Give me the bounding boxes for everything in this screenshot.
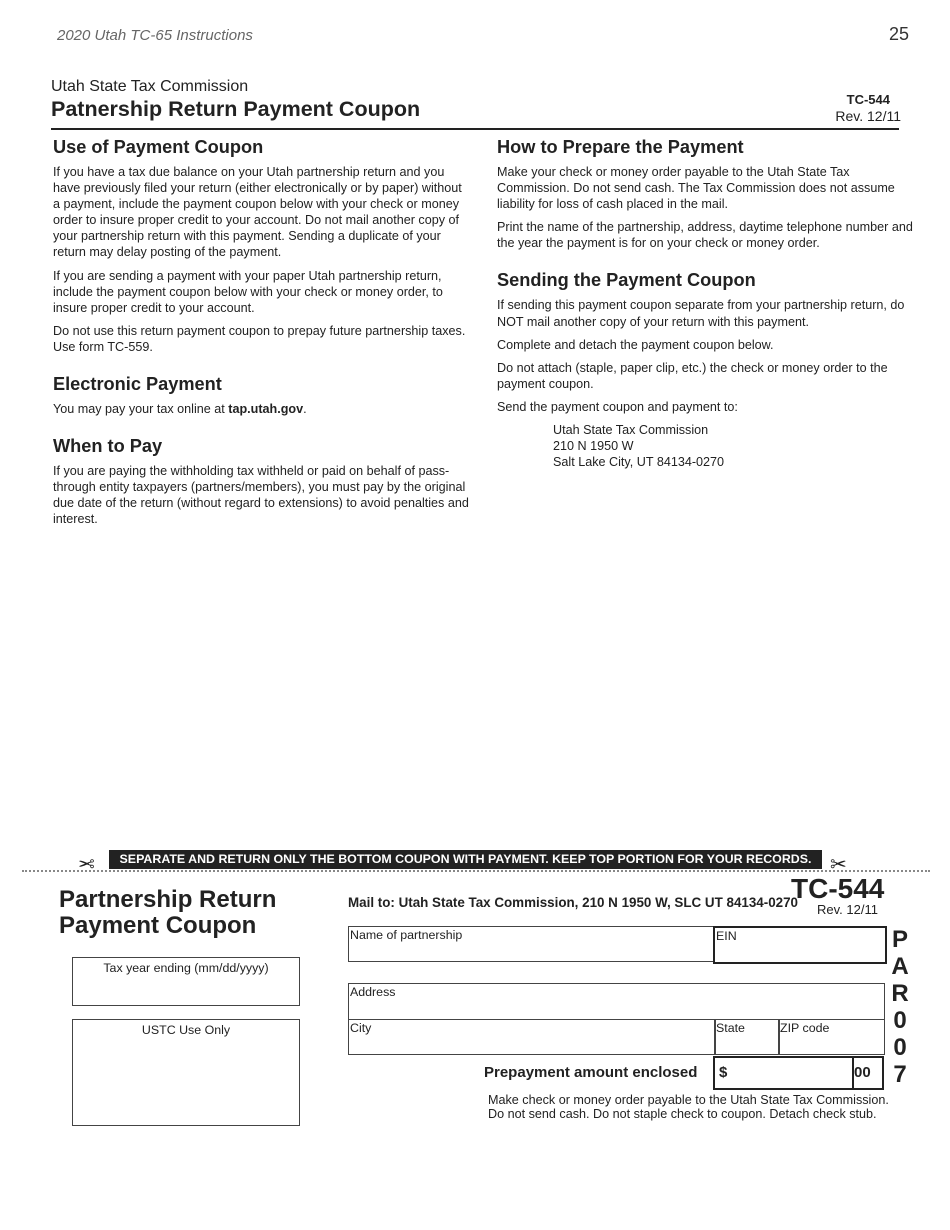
- header-rule: [51, 128, 899, 130]
- coupon-title-line: Partnership Return: [59, 886, 277, 913]
- state-label: State: [716, 1021, 745, 1035]
- page-title: Patnership Return Payment Coupon: [51, 97, 421, 121]
- zip-field[interactable]: [778, 1019, 885, 1055]
- prepare-paragraph-2: Print the name of the partnership, address, daytime telephone number and the year the payment is for on your check or money order.: [497, 220, 913, 251]
- zip-label: ZIP code: [780, 1021, 830, 1035]
- code-char: 0: [893, 1007, 907, 1034]
- electronic-heading: Electronic Payment: [53, 374, 222, 395]
- payment-instructions: [488, 1093, 889, 1121]
- code-char: 7: [893, 1061, 907, 1088]
- prepayment-label: Prepayment amount enclosed: [484, 1064, 698, 1081]
- right-column: [497, 136, 915, 471]
- electronic-text-end: .: [303, 402, 307, 417]
- scissors-icon: ✂: [78, 854, 95, 876]
- instruction-line: Do not send cash. Do not staple check to coupon. Detach check stub.: [488, 1107, 877, 1121]
- coupon-title-line: Payment Coupon: [59, 912, 257, 939]
- address-label: Address: [350, 985, 396, 999]
- code-char: A: [891, 953, 909, 980]
- prepare-heading: How to Prepare the Payment: [497, 137, 744, 157]
- use-heading: Use of Payment Coupon: [53, 137, 264, 157]
- prepare-paragraph-1: Make your check or money order payable to the Utah State Tax Commission. Do not send cash. The Tax Commission does not assume liability for loss of cash placed in the mail.: [497, 165, 895, 212]
- coupon-form-revision: Rev. 12/11: [817, 902, 878, 917]
- ein-label: EIN: [716, 929, 737, 943]
- coupon-mail-to: Mail to: Utah State Tax Commission, 210 N 1950 W, SLC UT 84134-0270: [348, 895, 798, 910]
- address-line: 210 N 1950 W: [553, 439, 634, 454]
- city-label: City: [350, 1021, 372, 1035]
- agency-name: Utah State Tax Commission: [51, 78, 249, 95]
- code-char: 0: [893, 1034, 907, 1061]
- state-field[interactable]: [714, 1019, 780, 1055]
- electronic-text: You may pay your tax online at: [53, 402, 229, 417]
- sending-paragraph-3: Do not attach (staple, paper clip, etc.) the check or money order to the payment coupon.: [497, 360, 888, 391]
- ustc-use-only-box: [72, 1019, 300, 1126]
- use-paragraph-1: If you have a tax due balance on your Utah partnership return and you have previously filed your return (either electronically or by paper) without a payment, include the payment coupon below with your check or money order to insure proper credit to your account. Do not mail another copy of your partnership return with this payment. Sending a duplicate of your return may delay posting of the payment.: [53, 165, 462, 260]
- address-line: Utah State Tax Commission: [553, 423, 709, 438]
- mailing-address: [553, 422, 915, 471]
- form-revision: Rev. 12/11: [835, 108, 901, 124]
- sending-heading: Sending the Payment Coupon: [497, 270, 756, 291]
- cut-line: [22, 870, 930, 872]
- coupon-title: [59, 887, 276, 939]
- tax-year-field[interactable]: [72, 957, 300, 1006]
- use-paragraph-2: If you are sending a payment with your paper Utah partnership return, include the payment coupon below with your check or money order, to insure proper credit to your account.: [53, 268, 443, 315]
- scissors-icon: ✂: [830, 854, 847, 876]
- cents-value: 00: [854, 1064, 871, 1081]
- tax-year-label: Tax year ending (mm/dd/yyyy): [103, 961, 269, 975]
- instruction-line: Make check or money order payable to the Utah State Tax Commission.: [488, 1093, 889, 1107]
- partnership-name-label: Name of partnership: [350, 928, 463, 942]
- partnership-name-field[interactable]: [348, 926, 715, 962]
- address-line: Salt Lake City, UT 84134-0270: [553, 455, 725, 470]
- tap-url-link[interactable]: tap.utah.gov: [228, 402, 304, 417]
- code-char: P: [891, 926, 908, 953]
- form-id: TC-544: [846, 92, 890, 107]
- cents-field: [850, 1056, 884, 1090]
- dollar-sign: $: [719, 1064, 728, 1081]
- amount-field[interactable]: [713, 1056, 854, 1090]
- sending-paragraph-4: Send the payment coupon and payment to:: [497, 399, 738, 414]
- sending-paragraph-1: If sending this payment coupon separate from your partnership return, do NOT mail another copy of your return with this payment.: [497, 298, 905, 329]
- city-field[interactable]: [348, 1019, 716, 1055]
- ein-field[interactable]: [713, 926, 887, 964]
- page-number: 25: [889, 24, 910, 44]
- ustc-label: USTC Use Only: [141, 1023, 231, 1037]
- code-char: R: [891, 980, 909, 1007]
- electronic-paragraph: [53, 401, 471, 417]
- coupon-form-id: TC-544: [791, 873, 885, 904]
- use-paragraph-3: Do not use this return payment coupon to prepay future partnership taxes. Use form TC-559.: [53, 323, 466, 354]
- vertical-form-code: [888, 926, 912, 1088]
- separate-banner: SEPARATE AND RETURN ONLY THE BOTTOM COUPON WITH PAYMENT. KEEP TOP PORTION FOR YOUR RECORDS.: [109, 850, 822, 869]
- when-paragraph: If you are paying the withholding tax withheld or paid on behalf of pass-through entity taxpayers (partners/members), you must pay by the original due date of the return (without regard to extensions) to avoid penalties and interest.: [53, 464, 469, 527]
- address-field[interactable]: [348, 983, 885, 1020]
- running-head: 2020 Utah TC-65 Instructions: [57, 27, 253, 44]
- sending-paragraph-2: Complete and detach the payment coupon below.: [497, 337, 774, 352]
- left-column: [53, 136, 471, 535]
- when-heading: When to Pay: [53, 436, 163, 457]
